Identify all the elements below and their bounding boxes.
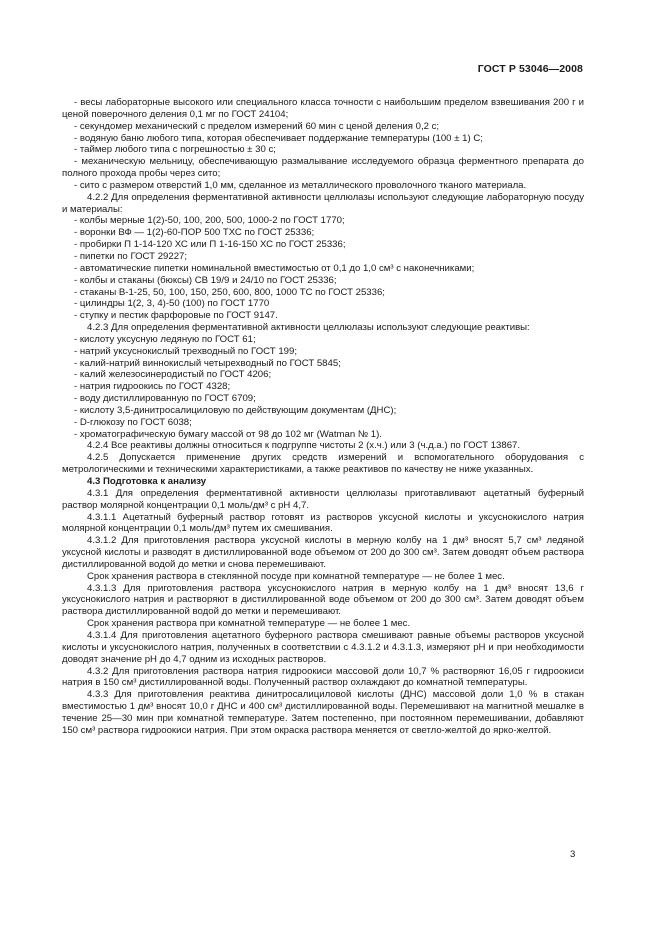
list-item: - D-глюкозу по ГОСТ 6038; — [74, 416, 192, 428]
list-item: - воронки ВФ — 1(2)-60-ПОР 500 ТХС по ГОСТ 25336; — [74, 227, 315, 239]
list-item: - механическую мельницу, обеспечивающую размалывание исследуемого образца ферментного препарата до полного прохода пробы через сито; — [62, 156, 584, 180]
paragraph: 4.3.2 Для приготовления раствора натрия гидроокиси массовой доли 10,7 % растворяют 16,05 г гидроокиси натрия в 150 см³ дистиллированной воды. Полученный раствор охлаждают до комнатной температуры. — [62, 665, 584, 689]
list-item: - сито с размером отверстий 1,0 мм, сделанное из металлического проволочного тканого материала. — [74, 179, 527, 191]
list-item: - натрий уксуснокислый трехводный по ГОСТ 199; — [74, 345, 297, 357]
list-item: - воду дистиллированную по ГОСТ 6709; — [74, 393, 256, 405]
paragraph: 4.3.1.2 Для приготовления раствора уксусной кислоты в мерную колбу на 1 дм³ вносят 5,7 см³ ледяной уксусной кислоты и разводят в дистиллированной воде объемом от 200 до 300 см³. Затем доводят объем раствора дистиллированной водой до метки и снова перемешивают. — [62, 535, 584, 570]
list-item: - таймер любого типа с погрешностью ± 30 с; — [74, 144, 276, 156]
paragraph: 4.3.1 Для определения ферментативной активности целлюлазы приготавливают ацетатный буферный раствор молярной концентрации 0,1 моль/дм³ с рН 4,7. — [62, 487, 584, 511]
paragraph: 4.3.1.3 Для приготовления раствора уксуснокислого натрия в мерную колбу на 1 дм³ вносят 13,6 г уксуснокислого натрия и растворяют в дистиллированной воде объемом от 200 до 300 см³. Затем доводят объем раствора дистиллированной водой до метки и перемешивают. — [62, 582, 584, 618]
document-header: ГОСТ Р 53046—2008 — [477, 63, 583, 75]
list-item: - кислоту уксусную ледяную по ГОСТ 61; — [74, 333, 256, 345]
list-item: - ступку и пестик фарфоровые по ГОСТ 9147. — [74, 310, 278, 322]
paragraph: 4.3.3 Для приготовления реактива динитросалициловой кислоты (ДНС) массовой доли 1,0 % в стакан вместимостью 1 дм³ вносят 10,0 г ДНС и 400 см³ дистиллированной воды. Перемешивают на магнитной мешалке в течение 25—30 мин при комнатной температуре. Затем постепенно, при постоянном перемешивании, добавляют 150 см³ раствора гидроокиси натрия. При этом окраска раствора меняется от светло-желтой до ярко-желтой. — [62, 689, 584, 736]
list-item: - колбы мерные 1(2)-50, 100, 200, 500, 1000-2 по ГОСТ 1770; — [74, 215, 345, 227]
paragraph: Срок хранения раствора в стеклянной посуде при комнатной температуре — не более 1 мес. — [87, 570, 505, 582]
paragraph: 4.3.1.1 Ацетатный буферный раствор готовят из растворов уксусной кислоты и уксуснокислого натрия молярной концентрации 0,1 моль/дм³ путем их смешивания. — [62, 511, 584, 535]
list-item: - натрия гидроокись по ГОСТ 4328; — [74, 381, 231, 393]
paragraph: 4.2.2 Для определения ферментативной активности целлюлазы используют следующие лабораторную посуду и материалы: — [62, 191, 584, 215]
paragraph: 4.3.1.4 Для приготовления ацетатного буферного раствора смешивают равные объемы растворов уксусной кислоты и уксуснокислого натрия, полученных в соответствии с 4.3.1.2 и 4.3.1.3, измеряют рН и при необходимости доводят значение рН до 4,7 одним из исходных растворов. — [62, 629, 584, 665]
paragraph: 4.2.4 Все реактивы должны относиться к подгруппе чистоты 2 (х.ч.) или 3 (ч.д.а.) по ГОСТ 13867. — [87, 440, 521, 452]
document-body — [62, 97, 584, 737]
page-number: 3 — [570, 849, 576, 860]
list-item: - пробирки П 1-14-120 ХС или П 1-16-150 ХС по ГОСТ 25336; — [74, 239, 346, 251]
paragraph: 4.2.5 Допускается применение других средств измерений и вспомогательного оборудования с метрологическими и техническими характеристиками, а также реактивов по качеству не ниже указанных. — [62, 452, 584, 476]
list-item: - пипетки по ГОСТ 29227; — [74, 250, 188, 262]
list-item: - цилиндры 1(2, 3, 4)-50 (100) по ГОСТ 1770 — [74, 298, 270, 310]
list-item: - кислоту 3,5-динитросалициловую по действующим документам (ДНС); — [74, 404, 397, 416]
list-item: - стаканы В-1-25, 50, 100, 150, 250, 600, 800, 1000 ТС по ГОСТ 25336; — [74, 286, 385, 298]
list-item: - калий железосинеродистый по ГОСТ 4206; — [74, 369, 272, 381]
list-item: - весы лабораторные высокого или специального класса точности с наибольшим пределом взвешивания 200 г и ценой поверочного деления 0,1 мг по ГОСТ 24104; — [62, 97, 584, 120]
paragraph: Срок хранения раствора при комнатной температуре — не более 1 мес. — [87, 618, 411, 630]
list-item: - секундомер механический с пределом измерений 60 мин с ценой деления 0,2 с; — [74, 120, 440, 132]
section-heading: 4.3 Подготовка к анализу — [87, 476, 207, 487]
list-item: - автоматические пипетки номинальной вместимостью от 0,1 до 1,0 см³ с наконечниками; — [74, 262, 475, 274]
list-item: - хроматографическую бумагу массой от 98 до 102 мг (Watman № 1). — [74, 428, 382, 440]
list-item: - калий-натрий виннокислый четырехводный по ГОСТ 5845; — [74, 357, 341, 369]
paragraph: 4.2.3 Для определения ферментативной активности целлюлазы используют следующие реактивы: — [87, 322, 530, 334]
list-item: - водяную баню любого типа, которая обеспечивает поддержание температуры (100 ± 1) С; — [74, 132, 483, 144]
list-item: - колбы и стаканы (бюксы) СВ 19/9 и 24/10 по ГОСТ 25336; — [74, 274, 337, 286]
